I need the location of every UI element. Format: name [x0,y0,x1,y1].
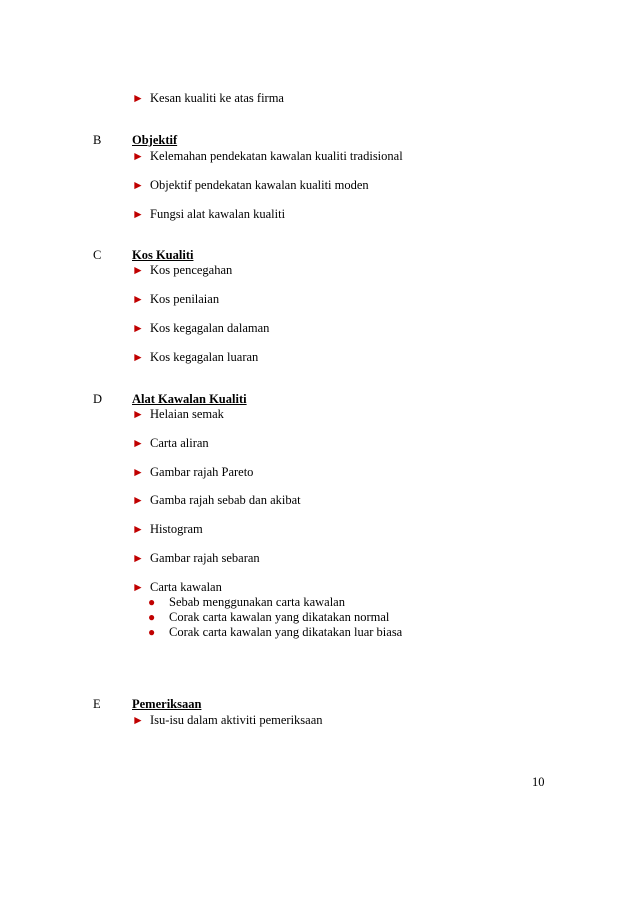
arrow-bullet-icon: ► [132,149,144,163]
list-item: Gamba rajah sebab dan akibat [150,493,301,507]
arrow-bullet-icon: ► [132,91,144,105]
list-item: Kos kegagalan luaran [150,350,259,364]
arrow-bullet-icon: ► [132,465,144,479]
list-item: Helaian semak [150,407,224,421]
arrow-bullet-icon: ► [132,493,144,507]
list-item: Kelemahan pendekatan kawalan kualiti tradisional [150,149,403,163]
arrow-bullet-icon: ► [132,580,144,594]
sub-list-item: Sebab menggunakan carta kawalan [169,595,345,609]
list-item: Kos kegagalan dalaman [150,321,270,335]
list-item: Fungsi alat kawalan kualiti [150,207,286,221]
arrow-bullet-icon: ► [132,713,144,727]
arrow-bullet-icon: ► [132,522,144,536]
list-item: Kos pencegahan [150,263,233,277]
arrow-bullet-icon: ► [132,350,144,364]
arrow-bullet-icon: ► [132,178,144,192]
list-item: Kesan kualiti ke atas firma [150,91,284,105]
list-item: Carta aliran [150,436,209,450]
arrow-bullet-icon: ► [132,407,144,421]
section-letter-c: C [93,248,102,262]
dot-bullet-icon: ● [148,610,156,624]
list-item: Histogram [150,522,203,536]
arrow-bullet-icon: ► [132,551,144,565]
sub-list-item: Corak carta kawalan yang dikatakan normal [169,610,390,624]
dot-bullet-icon: ● [148,595,156,609]
arrow-bullet-icon: ► [132,263,144,277]
list-item: Gambar rajah Pareto [150,465,254,479]
section-title-c: Kos Kualiti [132,248,194,262]
list-item: Isu-isu dalam aktiviti pemeriksaan [150,713,323,727]
list-item: Gambar rajah sebaran [150,551,260,565]
arrow-bullet-icon: ► [132,207,144,221]
section-title-b: Objektif [132,133,178,147]
section-letter-b: B [93,133,102,147]
arrow-bullet-icon: ► [132,292,144,306]
section-letter-d: D [93,392,103,406]
sub-list-item: Corak carta kawalan yang dikatakan luar biasa [169,625,403,639]
arrow-bullet-icon: ► [132,436,144,450]
list-item: Objektif pendekatan kawalan kualiti moden [150,178,369,192]
section-letter-e: E [93,697,101,711]
section-title-e: Pemeriksaan [132,697,202,711]
arrow-bullet-icon: ► [132,321,144,335]
dot-bullet-icon: ● [148,625,156,639]
page-number: 10 [532,775,545,789]
section-title-d: Alat Kawalan Kualiti [132,392,247,406]
list-item: Kos penilaian [150,292,220,306]
list-item: Carta kawalan [150,580,222,594]
